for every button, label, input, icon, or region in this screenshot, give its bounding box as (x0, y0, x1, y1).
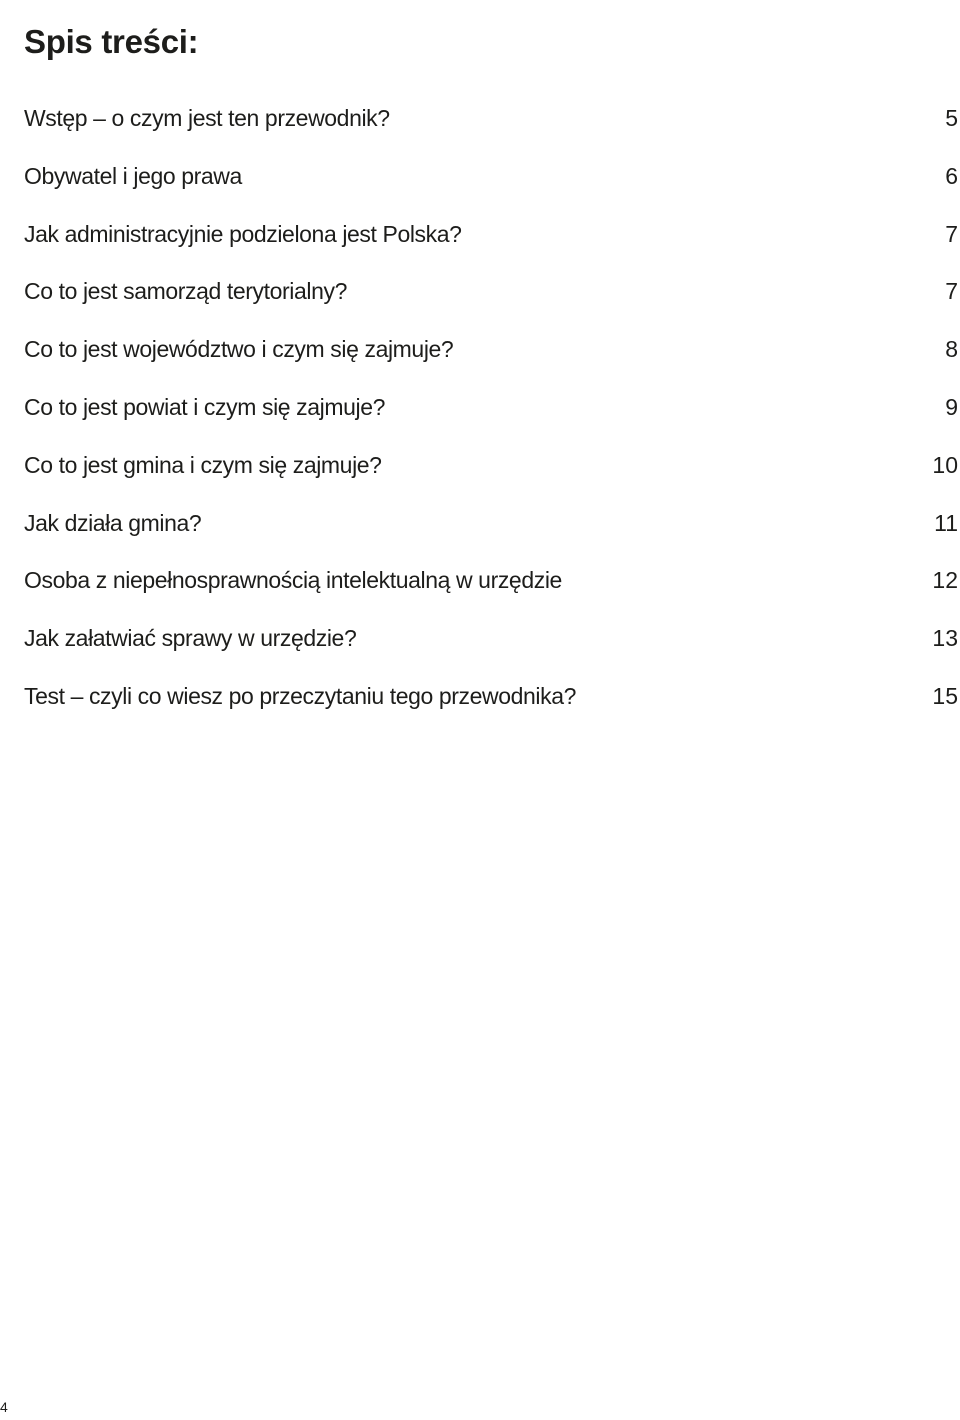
toc-entry-page: 15 (932, 682, 958, 709)
dot-leader (384, 472, 930, 473)
dot-leader (464, 241, 943, 242)
toc-entry-administrative-division[interactable] (24, 206, 958, 264)
toc-entry-label: Jak administracyjnie podzielona jest Polska? (24, 220, 462, 247)
toc-entry-page: 10 (932, 451, 958, 478)
page-title: Spis treści: (24, 23, 199, 61)
toc-entry-label: Co to jest województwo i czym się zajmuje? (24, 336, 454, 363)
dot-leader (455, 356, 942, 357)
toc-entry-test[interactable] (24, 668, 958, 726)
toc-entry-page: 7 (945, 278, 958, 305)
dot-leader (203, 530, 931, 531)
toc-entry-disability-office[interactable] (24, 552, 958, 610)
page-number: 4 (0, 1399, 8, 1415)
dot-leader (349, 298, 942, 299)
toc-entry-label: Co to jest powiat i czym się zajmuje? (24, 393, 386, 420)
toc-entry-page: 8 (945, 336, 958, 363)
toc-entry-page: 5 (945, 105, 958, 131)
toc-entry-local-government[interactable] (24, 263, 958, 321)
toc-entry-label: Jak działa gmina? (24, 509, 202, 536)
toc-entry-intro[interactable] (24, 90, 958, 148)
dot-leader (564, 587, 929, 588)
toc-entry-page: 6 (945, 162, 958, 189)
dot-leader (387, 414, 942, 415)
toc-entry-label: Co to jest samorząd terytorialny? (24, 278, 347, 305)
toc-entry-county[interactable] (24, 379, 958, 437)
table-of-contents (24, 90, 958, 726)
toc-entry-how-commune-works[interactable] (24, 495, 958, 553)
toc-entry-label: Osoba z niepełnosprawnością intelektualną w urzędzie (24, 567, 562, 594)
toc-entry-label: Jak załatwiać sprawy w urzędzie? (24, 625, 357, 652)
toc-entry-label: Test – czyli co wiesz po przeczytaniu tego przewodnika? (24, 682, 577, 709)
toc-entry-handling-matters[interactable] (24, 610, 958, 668)
toc-entry-page: 12 (932, 567, 958, 594)
toc-entry-page: 11 (934, 509, 958, 536)
dot-leader (578, 703, 929, 704)
toc-entry-page: 9 (945, 393, 958, 420)
toc-entry-citizen-rights[interactable] (24, 148, 958, 206)
toc-entry-label: Co to jest gmina i czym się zajmuje? (24, 451, 382, 478)
dot-leader (392, 125, 943, 126)
toc-entry-voivodeship[interactable] (24, 321, 958, 379)
toc-entry-label: Obywatel i jego prawa (24, 162, 242, 189)
toc-entry-label: Wstęp – o czym jest ten przewodnik? (24, 105, 390, 131)
dot-leader (358, 645, 929, 646)
toc-entry-page: 7 (945, 220, 958, 247)
toc-entry-page: 13 (932, 625, 958, 652)
dot-leader (244, 183, 942, 184)
toc-entry-commune[interactable] (24, 437, 958, 495)
